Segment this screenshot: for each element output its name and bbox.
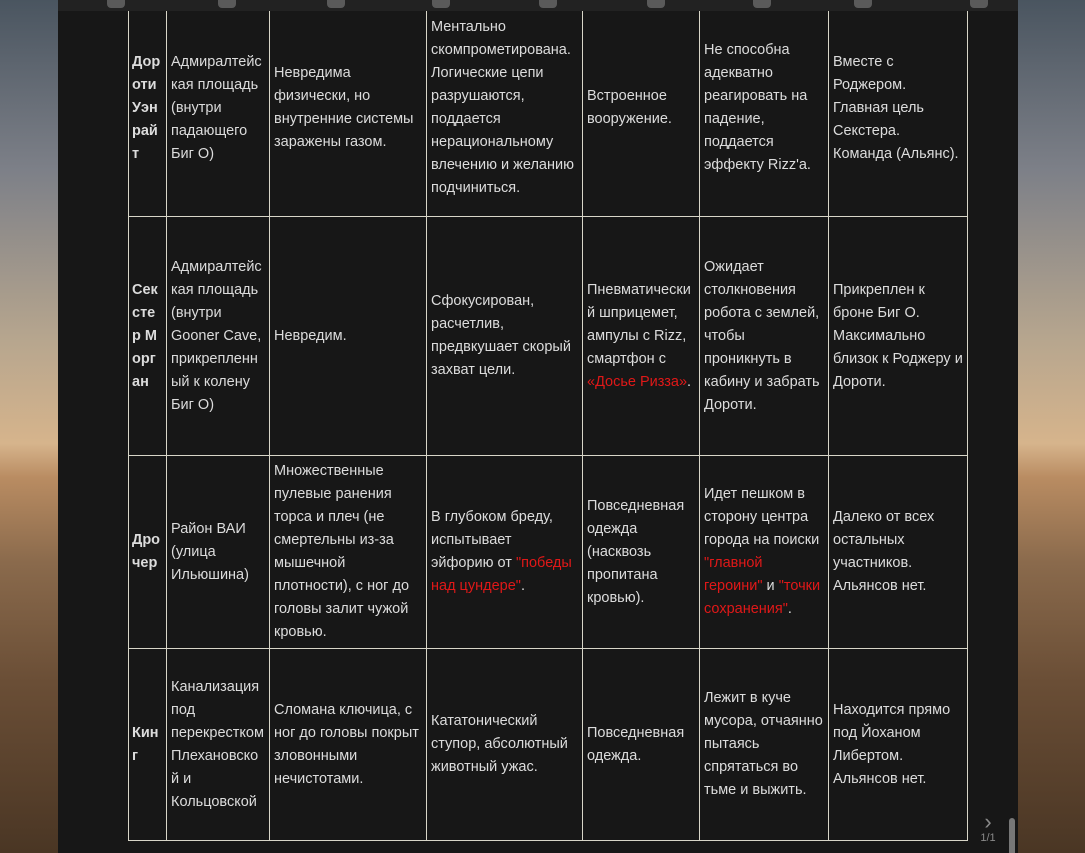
cell-mental	[427, 649, 583, 841]
cell-location	[167, 217, 270, 456]
key-icon[interactable]	[107, 0, 125, 8]
cell-relations	[829, 649, 968, 841]
cell-name	[129, 649, 167, 841]
cell-text: Прикреплен к броне Биг О. Максимально близок к Роджеру и Дороти.	[833, 281, 963, 390]
highlight-text: "точки сохранения"	[704, 578, 821, 617]
cell-text: .	[520, 578, 525, 594]
cell-text: Невредим.	[274, 327, 347, 344]
cell-text: Адмиралтейская площадь (внутри Gooner Cave, прикрепленный к колену Биг О)	[171, 258, 262, 413]
cell-physical	[270, 649, 427, 841]
cell-equipment	[583, 456, 700, 649]
cell-text: Ментально скомпрометирована. Логические цепи разрушаются, поддается нерациональному влечению и желанию подчиниться.	[431, 19, 574, 196]
cell-relations	[829, 0, 968, 217]
cell-mental	[427, 217, 583, 456]
cell-text: Кинг	[132, 724, 159, 764]
cell-relations	[829, 456, 968, 649]
cell-text: .	[787, 601, 792, 617]
highlight-text: "главной героини"	[704, 555, 763, 594]
cell-relations	[829, 217, 968, 456]
bag-icon[interactable]	[970, 0, 988, 8]
person-icon[interactable]	[327, 0, 345, 8]
cell-text: Сломана ключица, с ног до головы покрыт зловонными нечистотами.	[274, 701, 419, 787]
cell-text: Повседневная одежда (насквозь пропитана кровью).	[587, 497, 685, 606]
table-row	[129, 0, 968, 217]
cell-text: Дрочер	[132, 532, 161, 571]
cell-equipment	[583, 217, 700, 456]
cell-text: Сфокусирован, расчетлив, предвкушает скорый захват цели.	[431, 293, 571, 378]
cell-equipment	[583, 0, 700, 217]
cell-text: В глубоком бреду, испытывает эйфорию от	[431, 509, 553, 571]
cell-action	[700, 456, 829, 649]
cell-text: Район ВАИ (улица Ильюшина)	[171, 520, 249, 583]
cell-text: Множественные пулевые ранения торса и плеч (не смертельны из-за мышечной плотности), с ног до головы залит чужой кровью.	[274, 463, 410, 640]
page-indicator: 1/1	[980, 832, 996, 844]
map-icon[interactable]	[753, 0, 771, 8]
cell-mental	[427, 456, 583, 649]
cell-location	[167, 649, 270, 841]
target-icon[interactable]	[854, 0, 872, 8]
cell-text: Идет пешком в сторону центра города на поиски	[704, 486, 820, 548]
cell-mental	[427, 0, 583, 217]
next-page-button[interactable]: ›	[984, 809, 992, 834]
cell-text: .	[687, 373, 692, 390]
cell-name	[129, 0, 167, 217]
pager	[976, 809, 1000, 844]
cell-text: Невредима физически, но внутренние системы заражены газом.	[274, 65, 414, 150]
cell-text: и	[762, 578, 779, 594]
cell-text: Дороти Уэнрайт	[132, 53, 161, 162]
cell-action	[700, 0, 829, 217]
cell-equipment	[583, 649, 700, 841]
cell-physical	[270, 456, 427, 649]
cell-text: Кататонический ступор, абсолютный животный ужас.	[431, 713, 568, 775]
cell-text: Вместе с Роджером. Главная цель Секстера. Команда (Альянс).	[833, 53, 959, 162]
table-row	[129, 649, 968, 841]
bed-icon[interactable]	[647, 0, 665, 8]
cell-text: Лежит в куче мусора, отчаянно пытаясь спрятаться во тьме и выжить.	[704, 690, 823, 798]
cell-location	[167, 0, 270, 217]
cell-action	[700, 649, 829, 841]
pin-icon[interactable]	[218, 0, 236, 8]
cell-text: Секстер Морган	[132, 281, 158, 390]
cell-text: Повседневная одежда.	[587, 724, 685, 764]
cell-name	[129, 456, 167, 649]
toolbar	[58, 0, 1018, 11]
cell-text: Находится прямо под Йоханом Либертом. Альянсов нет.	[833, 701, 951, 787]
cell-text: Пневматический шприцемет, ампулы с Rizz, смартфон с	[587, 281, 691, 367]
table-row	[129, 456, 968, 649]
cell-text: Не способна адекватно реагировать на падение, поддается эффекту Rizz'a.	[704, 42, 811, 173]
cell-location	[167, 456, 270, 649]
users-icon[interactable]	[539, 0, 557, 8]
cell-physical	[270, 217, 427, 456]
highlight-text: "победы над цундере"	[431, 555, 572, 594]
box-icon[interactable]	[432, 0, 450, 8]
table-row	[129, 217, 968, 456]
cell-text: Адмиралтейская площадь (внутри падающего Биг О)	[171, 53, 262, 162]
cell-physical	[270, 0, 427, 217]
highlight-text: «Досье Ризза»	[587, 373, 688, 390]
cell-name	[129, 217, 167, 456]
cell-text: Далеко от всех остальных участников. Альянсов нет.	[833, 509, 935, 594]
cell-action	[700, 217, 829, 456]
status-table	[128, 0, 968, 841]
scrollbar[interactable]	[1009, 818, 1015, 853]
cell-text: Встроенное вооружение.	[587, 88, 672, 127]
chat-panel	[58, 0, 1018, 853]
cell-text: Канализация под перекрестком Плехановской и Кольцовской	[171, 678, 264, 810]
cell-text: Ожидает столкновения робота с землей, чтобы проникнуть в кабину и забрать Дороти.	[704, 258, 820, 413]
